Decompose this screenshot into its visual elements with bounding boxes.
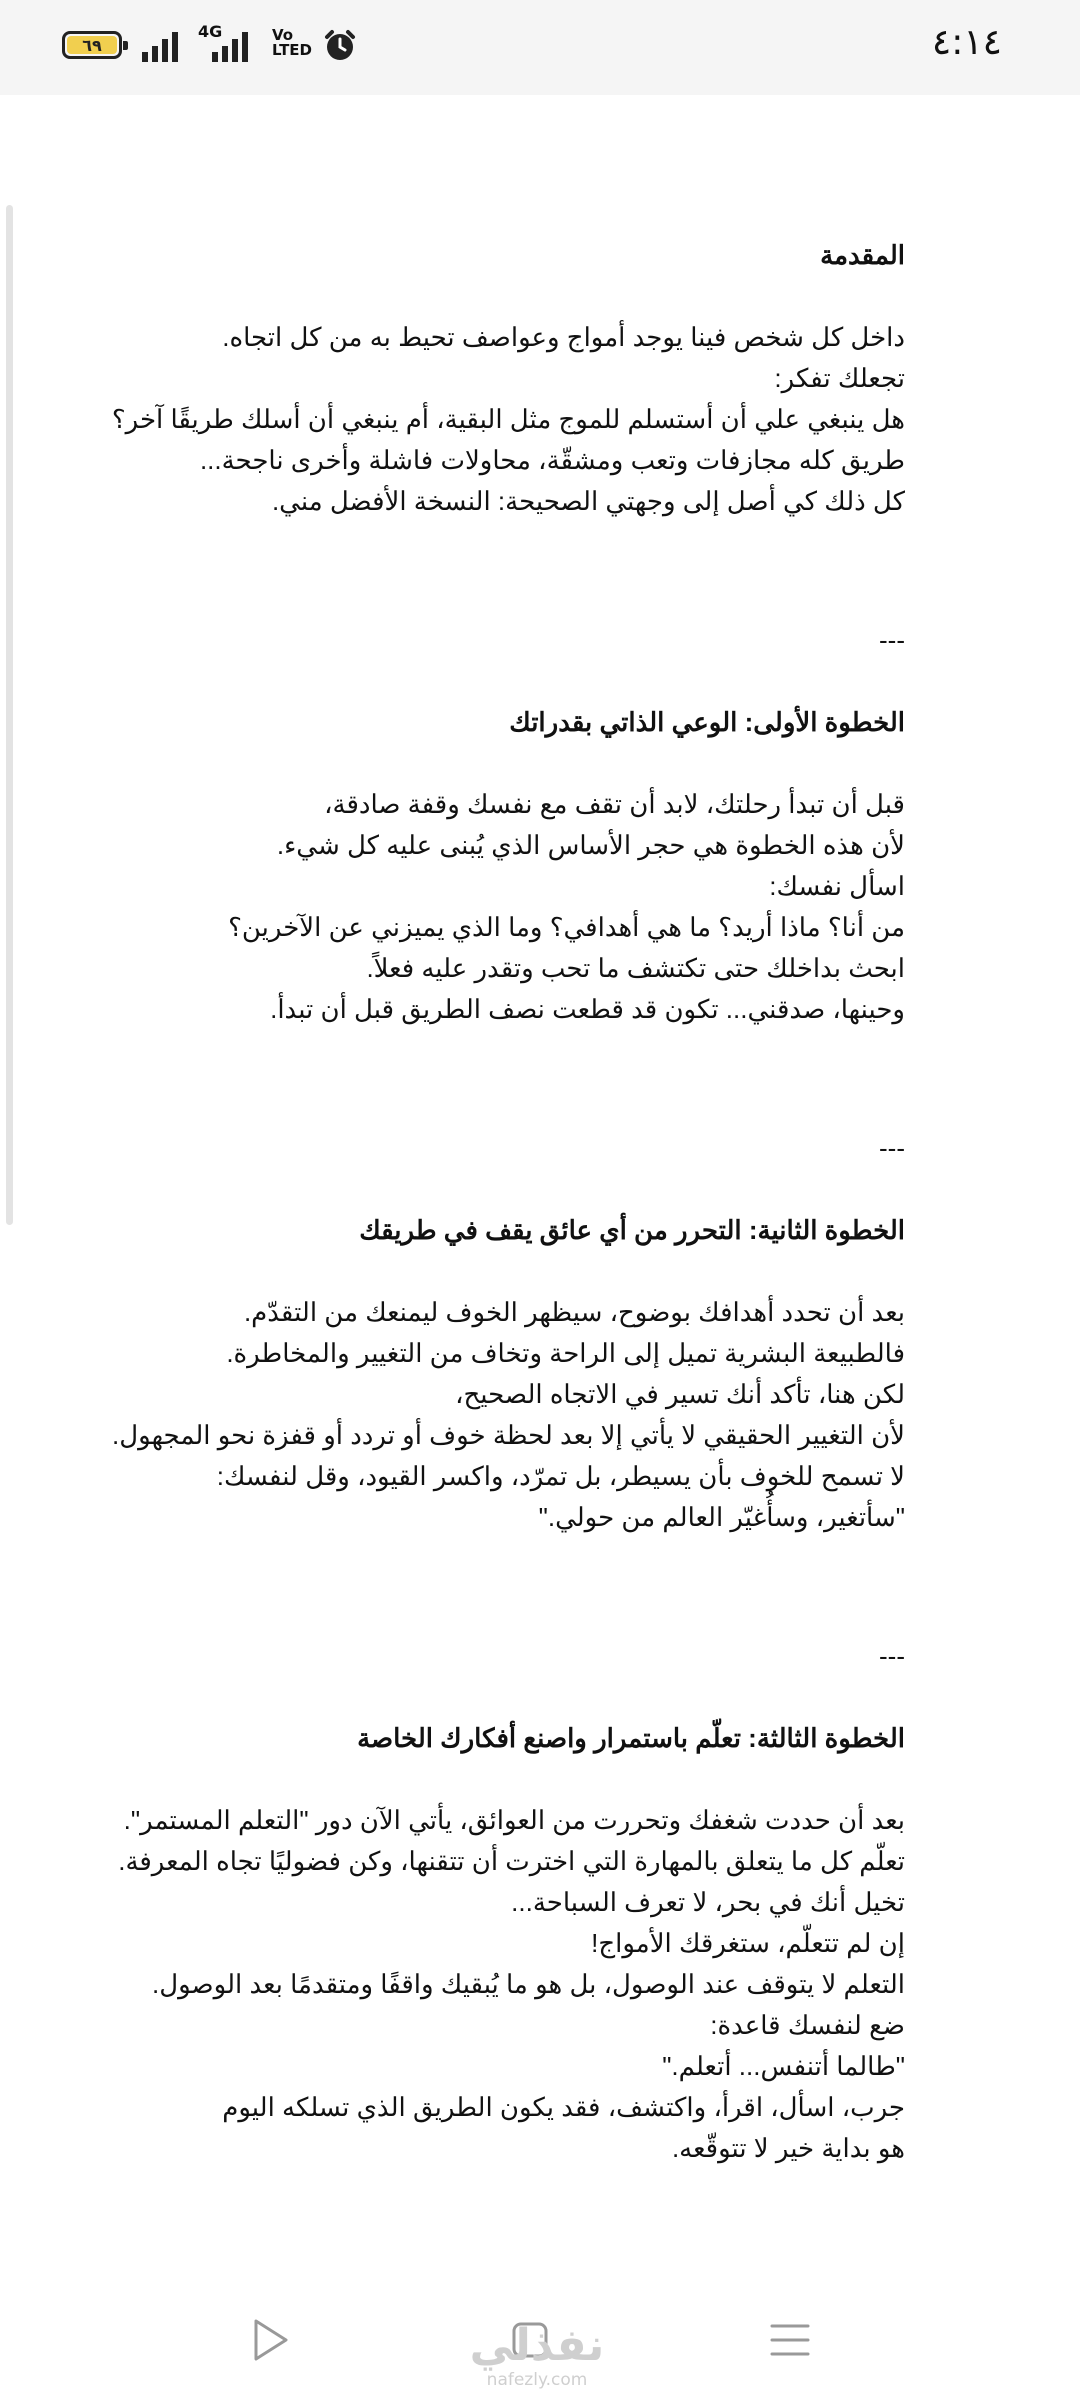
document-body: [45, 235, 905, 2169]
alarm-icon: [322, 28, 358, 64]
network-type-label: 4G: [198, 22, 223, 41]
text-line: التعلم لا يتوقف عند الوصول، بل هو ما يُبقيك واقفًا ومتقدمًا بعد الوصول.: [152, 1969, 905, 1999]
text-line: ضع لنفسك قاعدة:: [710, 2010, 905, 2040]
step1-paragraph: [45, 784, 905, 1030]
status-bar: [0, 0, 1080, 95]
section-divider: ---: [879, 1641, 905, 1671]
signal-icon: [142, 28, 178, 62]
watermark-sub: nafezly.com: [486, 2370, 588, 2390]
text-line: داخل كل شخص فينا يوجد أمواج وعواصف تحيط به من كل اتجاه.: [222, 322, 905, 352]
text-line: لأن هذه الخطوة هي حجر الأساس الذي يُبنى عليه كل شيء.: [276, 830, 905, 860]
text-line: تخيل أنك في بحر، لا تعرف السباحة...: [511, 1887, 905, 1917]
text-line: اسأل نفسك:: [769, 871, 905, 901]
text-line: "سأتغير، وسأُغيّر العالم من حولي.": [538, 1502, 905, 1532]
signal-icon: [212, 28, 248, 62]
intro-title: المقدمة: [820, 240, 905, 270]
text-line: إن لم تتعلّم، ستغرقك الأمواج!: [591, 1928, 905, 1958]
text-line: لا تسمح للخوف بأن يسيطر، بل تمرّد، واكسر القيود، وقل لنفسك:: [216, 1461, 905, 1491]
step3-title: الخطوة الثالثة: تعلّم باستمرار واصنع أفكارك الخاصة: [357, 1723, 905, 1753]
text-line: بعد أن حددت شغفك وتحررت من العوائق، يأتي الآن دور "التعلم المستمر".: [123, 1805, 905, 1835]
text-line: تجعلك تفكر:: [774, 363, 905, 393]
step3-paragraph: [45, 1800, 905, 2169]
text-line: لكن هنا، تأكد أنك تسير في الاتجاه الصحيح،: [455, 1379, 905, 1409]
watermark: [462, 2322, 612, 2390]
text-line: تعلّم كل ما يتعلق بالمهارة التي اخترت أن تتقنها، وكن فضوليًا تجاه المعرفة.: [118, 1846, 905, 1876]
step1-title: الخطوة الأولى: الوعي الذاتي بقدراتك: [509, 707, 905, 737]
battery-icon: [62, 31, 122, 59]
text-line: من أنا؟ ماذا أريد؟ ما هي أهدافي؟ وما الذي يميزني عن الآخرين؟: [228, 912, 905, 942]
scroll-indicator[interactable]: [6, 205, 13, 1225]
play-triangle-icon[interactable]: [240, 2310, 300, 2370]
text-line: لأن التغيير الحقيقي لا يأتي إلا بعد لحظة خوف أو تردد أو قفزة نحو المجهول.: [112, 1420, 905, 1450]
text-line: بعد أن تحدد أهدافك بوضوح، سيظهر الخوف ليمنعك من التقدّم.: [243, 1297, 905, 1327]
volte-indicator: [272, 28, 312, 58]
menu-lines-icon[interactable]: [760, 2310, 820, 2370]
section-divider: ---: [879, 625, 905, 655]
text-line: قبل أن تبدأ رحلتك، لابد أن تقف مع نفسك وقفة صادقة،: [324, 789, 905, 819]
text-line: هو بداية خير لا تتوقّعه.: [671, 2133, 905, 2163]
volte-bottom: LTED: [272, 41, 313, 59]
section-divider: ---: [879, 1133, 905, 1163]
text-line: فالطبيعة البشرية تميل إلى الراحة وتخاف من التغيير والمخاطرة.: [226, 1338, 905, 1368]
text-line: هل ينبغي علي أن أستسلم للموج مثل البقية، أم ينبغي أن أسلك طريقًا آخر؟: [111, 404, 905, 434]
step2-paragraph: [45, 1292, 905, 1538]
text-line: كل ذلك كي أصل إلى وجهتي الصحيحة: النسخة الأفضل مني.: [271, 486, 905, 516]
text-line: طريق كله مجازفات وتعب ومشقّة، محاولات فاشلة وأخرى ناجحة...: [199, 445, 905, 475]
battery-level: ٦٩: [67, 36, 117, 54]
text-line: جرب، اسأل، اقرأ، واكتشف، فقد يكون الطريق الذي تسلكه اليوم: [222, 2092, 905, 2122]
intro-paragraph: [45, 317, 905, 522]
step2-title: الخطوة الثانية: التحرر من أي عائق يقف في طريقك: [359, 1215, 905, 1245]
text-line: ابحث بداخلك حتى تكتشف ما تحب وتقدر عليه فعلاً.: [366, 953, 905, 983]
status-time: ٤:١٤: [931, 22, 1002, 63]
text-line: "طالما أتنفس... أتعلم.": [662, 2051, 905, 2081]
volte-top: Vo: [272, 26, 294, 44]
watermark-main: نفذلي: [469, 2320, 605, 2371]
text-line: وحينها، صدقني... تكون قد قطعت نصف الطريق قبل أن تبدأ.: [270, 994, 905, 1024]
